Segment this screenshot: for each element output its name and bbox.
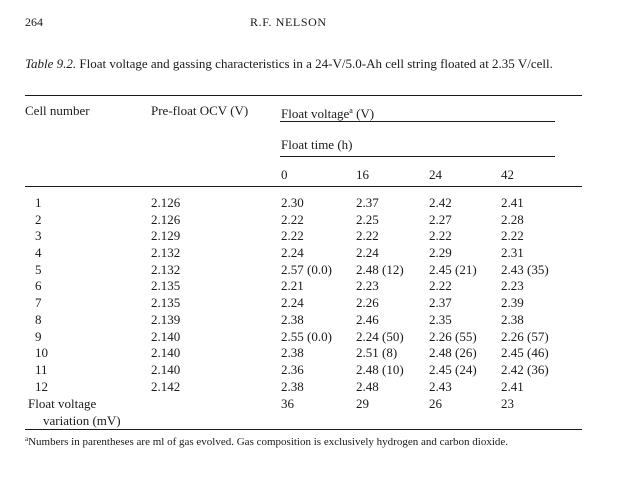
header-bottom-rule bbox=[25, 186, 582, 187]
cell-number: 1 bbox=[35, 195, 42, 210]
table-row bbox=[0, 262, 617, 279]
float-voltage-42h: 2.22 bbox=[501, 228, 524, 244]
float-voltage-16h: 2.25 bbox=[356, 211, 379, 227]
cell-number: 3 bbox=[35, 228, 42, 244]
float-voltage-42h: 2.38 bbox=[501, 311, 524, 327]
float-voltage-24h: 2.26 (55) bbox=[429, 328, 477, 344]
float-voltage-0h: 2.36 bbox=[281, 361, 304, 377]
float-voltage-24h: 2.45 (21) bbox=[429, 261, 477, 277]
table-body bbox=[0, 195, 617, 395]
variation-value-24: 26 bbox=[429, 396, 442, 411]
float-voltage-42h: 2.41 bbox=[501, 378, 524, 394]
prefloat-ocv: 2.140 bbox=[151, 361, 181, 377]
page-number: 264 bbox=[25, 15, 43, 29]
prefloat-ocv: 2.142 bbox=[151, 378, 181, 394]
float-voltage-24h: 2.37 bbox=[429, 295, 452, 311]
table-bottom-rule bbox=[25, 429, 582, 430]
float-voltage-0h: 2.24 bbox=[281, 245, 304, 261]
cell-number: 4 bbox=[35, 245, 42, 261]
header-float-voltage-unit: (V) bbox=[356, 106, 375, 121]
float-voltage-42h: 2.41 bbox=[501, 195, 524, 210]
float-time-rule bbox=[280, 156, 555, 157]
caption-label: Table 9.2. bbox=[25, 56, 77, 71]
variation-value-16: 29 bbox=[356, 396, 369, 411]
variation-label-line2: variation (mV) bbox=[43, 413, 121, 428]
variation-label-line1: Float voltage bbox=[28, 396, 97, 411]
header-float-voltage bbox=[281, 106, 374, 122]
prefloat-ocv: 2.135 bbox=[151, 295, 181, 311]
float-voltage-42h: 2.28 bbox=[501, 211, 524, 227]
float-voltage-16h: 2.46 bbox=[356, 311, 379, 327]
float-voltage-42h: 2.23 bbox=[501, 278, 524, 294]
cell-number: 12 bbox=[35, 378, 48, 394]
float-voltage-16h: 2.48 bbox=[356, 378, 379, 394]
header-cell-number: Cell number bbox=[25, 103, 90, 118]
float-voltage-0h: 2.38 bbox=[281, 345, 304, 361]
cell-number: 5 bbox=[35, 261, 42, 277]
prefloat-ocv: 2.135 bbox=[151, 278, 181, 294]
prefloat-ocv: 2.132 bbox=[151, 261, 181, 277]
table-top-rule bbox=[25, 95, 582, 96]
header-time-16: 16 bbox=[356, 167, 369, 182]
float-voltage-0h: 2.30 bbox=[281, 195, 304, 210]
float-voltage-16h: 2.24 (50) bbox=[356, 328, 404, 344]
caption-text: Float voltage and gassing characteristics in a 24-V/5.0-Ah cell string floated at 2.35 V/cell. bbox=[79, 56, 553, 71]
prefloat-ocv: 2.140 bbox=[151, 345, 181, 361]
cell-number: 6 bbox=[35, 278, 42, 294]
float-voltage-42h: 2.31 bbox=[501, 245, 524, 261]
table-row bbox=[0, 195, 617, 212]
header-time-0: 0 bbox=[281, 167, 288, 182]
table-row bbox=[0, 345, 617, 362]
float-voltage-16h: 2.24 bbox=[356, 245, 379, 261]
table-row bbox=[0, 329, 617, 346]
table-row bbox=[0, 228, 617, 245]
cell-number: 11 bbox=[35, 361, 48, 377]
float-voltage-16h: 2.26 bbox=[356, 295, 379, 311]
table-row bbox=[0, 295, 617, 312]
variation-label bbox=[28, 395, 158, 429]
float-voltage-24h: 2.35 bbox=[429, 311, 452, 327]
prefloat-ocv: 2.126 bbox=[151, 195, 181, 210]
footnote-mark: a bbox=[25, 435, 29, 443]
float-voltage-24h: 2.42 bbox=[429, 195, 452, 210]
float-voltage-0h: 2.22 bbox=[281, 228, 304, 244]
table-row bbox=[0, 245, 617, 262]
table-row bbox=[0, 212, 617, 229]
float-voltage-42h: 2.43 (35) bbox=[501, 261, 549, 277]
header-float-time: Float time (h) bbox=[281, 137, 353, 152]
variation-value-0: 36 bbox=[281, 396, 294, 411]
float-voltage-16h: 2.22 bbox=[356, 228, 379, 244]
float-voltage-16h: 2.37 bbox=[356, 195, 379, 210]
float-voltage-24h: 2.43 bbox=[429, 378, 452, 394]
float-voltage-0h: 2.22 bbox=[281, 211, 304, 227]
table-row bbox=[0, 312, 617, 329]
float-voltage-16h: 2.51 (8) bbox=[356, 345, 398, 361]
header-time-42: 42 bbox=[501, 167, 514, 182]
float-voltage-rule bbox=[280, 121, 555, 122]
cell-number: 9 bbox=[35, 328, 42, 344]
running-head: R.F. NELSON bbox=[250, 15, 327, 29]
float-voltage-24h: 2.22 bbox=[429, 278, 452, 294]
float-voltage-24h: 2.22 bbox=[429, 228, 452, 244]
table-footnote bbox=[25, 435, 585, 449]
table-row bbox=[0, 362, 617, 379]
float-voltage-16h: 2.48 (10) bbox=[356, 361, 404, 377]
prefloat-ocv: 2.126 bbox=[151, 211, 181, 227]
float-voltage-0h: 2.55 (0.0) bbox=[281, 328, 332, 344]
footnote-mark: a bbox=[349, 106, 353, 115]
float-voltage-16h: 2.23 bbox=[356, 278, 379, 294]
float-voltage-24h: 2.48 (26) bbox=[429, 345, 477, 361]
float-voltage-24h: 2.27 bbox=[429, 211, 452, 227]
float-voltage-42h: 2.42 (36) bbox=[501, 361, 549, 377]
float-voltage-0h: 2.57 (0.0) bbox=[281, 261, 332, 277]
prefloat-ocv: 2.132 bbox=[151, 245, 181, 261]
float-voltage-0h: 2.38 bbox=[281, 311, 304, 327]
cell-number: 2 bbox=[35, 211, 42, 227]
prefloat-ocv: 2.139 bbox=[151, 311, 181, 327]
prefloat-ocv: 2.129 bbox=[151, 228, 181, 244]
cell-number: 8 bbox=[35, 311, 42, 327]
table-row bbox=[0, 278, 617, 295]
cell-number: 7 bbox=[35, 295, 42, 311]
header-time-24: 24 bbox=[429, 167, 442, 182]
float-voltage-0h: 2.24 bbox=[281, 295, 304, 311]
header-float-voltage-label: Float voltage bbox=[281, 106, 350, 121]
float-voltage-42h: 2.26 (57) bbox=[501, 328, 549, 344]
table-caption bbox=[25, 56, 585, 72]
float-voltage-0h: 2.38 bbox=[281, 378, 304, 394]
header-prefloat-ocv: Pre-float OCV (V) bbox=[151, 103, 249, 118]
float-voltage-0h: 2.21 bbox=[281, 278, 304, 294]
cell-number: 10 bbox=[35, 345, 48, 361]
float-voltage-24h: 2.45 (24) bbox=[429, 361, 477, 377]
float-voltage-42h: 2.45 (46) bbox=[501, 345, 549, 361]
variation-value-42: 23 bbox=[501, 396, 514, 411]
table-row bbox=[0, 379, 617, 396]
float-voltage-24h: 2.29 bbox=[429, 245, 452, 261]
float-voltage-42h: 2.39 bbox=[501, 295, 524, 311]
footnote-text: Numbers in parentheses are ml of gas evolved. Gas composition is exclusively hydrogen and carbon dioxide. bbox=[28, 436, 509, 448]
prefloat-ocv: 2.140 bbox=[151, 328, 181, 344]
float-voltage-16h: 2.48 (12) bbox=[356, 261, 404, 277]
